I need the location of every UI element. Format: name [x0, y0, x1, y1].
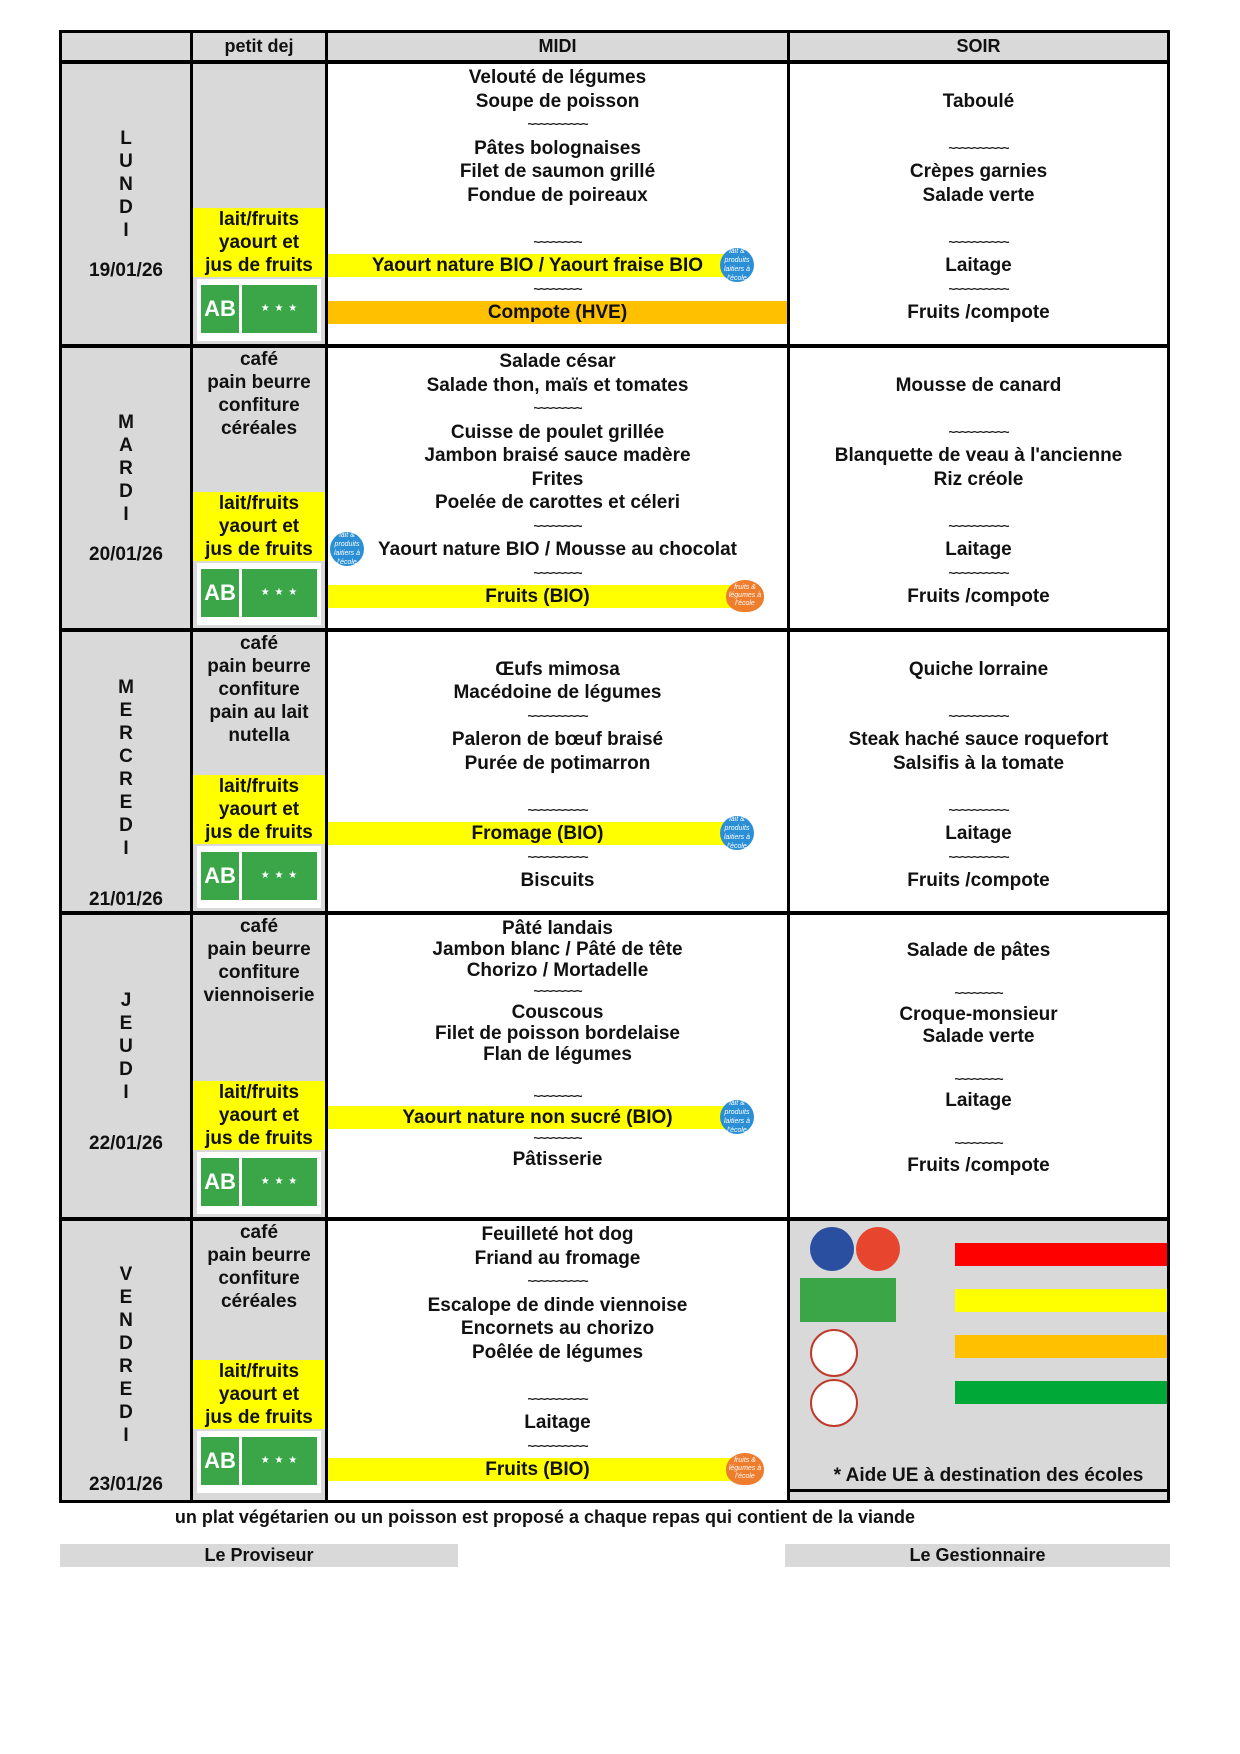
petit-dej-cell	[193, 348, 325, 628]
soir-cell	[790, 632, 1167, 911]
day-date: 22/01/26	[89, 1133, 163, 1154]
petit-dej-highlight-item: lait/fruits	[218, 493, 300, 514]
soir-item: Laitage	[945, 255, 1012, 276]
day-letter: L	[120, 127, 132, 149]
petit-dej-item: confiture	[218, 1268, 300, 1289]
day-letter: D	[119, 480, 133, 502]
soir-item: Salade verte	[922, 184, 1035, 206]
soir-item: Mousse de canard	[895, 374, 1062, 396]
soir-item	[790, 1111, 1167, 1134]
petit-dej-highlight	[193, 1081, 325, 1150]
petit-dej-cell	[193, 64, 325, 344]
vegetarian-note	[0, 1507, 1240, 1528]
midi-item: Salade césar	[499, 351, 616, 372]
day-label-cell	[62, 1221, 190, 1500]
soir-item: Blanquette de veau à l'ancienne	[834, 445, 1123, 466]
soir-cell	[790, 64, 1167, 344]
soir-item: ~~~~~~~~~~	[948, 849, 1009, 864]
petit-dej-cell	[193, 915, 325, 1217]
day-label-cell	[62, 915, 190, 1217]
organic-ab-logo	[197, 1152, 321, 1214]
midi-item: Compote (HVE)	[328, 301, 787, 324]
soir-item	[790, 350, 1167, 373]
day-label-cell	[62, 348, 190, 628]
midi-item: Feuilleté hot dog	[481, 1224, 634, 1245]
petit-dej-cell	[193, 1221, 325, 1500]
petit-dej-item: confiture	[218, 395, 300, 416]
soir-item: ~~~~~~~~~~	[948, 565, 1009, 580]
ab-icon: AB	[201, 1437, 239, 1485]
day-letter: D	[119, 1401, 133, 1423]
midi-item: Poêlée de légumes	[471, 1341, 644, 1363]
soir-item: ~~~~~~~~	[954, 985, 1003, 1000]
petit-dej-highlight-item: yaourt et	[218, 799, 300, 820]
day-letter: C	[119, 745, 133, 767]
day-letter: M	[118, 411, 134, 433]
hve-seal-icon	[810, 1329, 858, 1377]
petit-dej-item: viennoiserie	[203, 985, 315, 1006]
petit-dej-items	[193, 1221, 325, 1313]
midi-item: Yaourt nature BIO / Yaourt fraise BIO	[328, 254, 747, 277]
fruit-at-school-icon: fruits & légumes à l'école	[726, 580, 764, 612]
soir-item	[790, 491, 1167, 514]
midi-item: ~~~~~~~~	[533, 1089, 582, 1103]
day-letter: E	[119, 1012, 133, 1034]
day-letter: I	[123, 1081, 129, 1103]
organic-ab-logo	[197, 1431, 321, 1493]
soir-item: Croque-monsieur	[899, 1004, 1058, 1025]
day-letter: D	[119, 1332, 133, 1354]
soir-item: Fruits /compote	[907, 870, 1050, 891]
day-date: 20/01/26	[89, 544, 163, 565]
soir-item	[790, 1046, 1167, 1069]
soir-item	[790, 634, 1167, 657]
menu-table	[59, 30, 1170, 1503]
day-letter: I	[123, 837, 129, 859]
midi-item: ~~~~~~~~	[533, 984, 582, 998]
petit-dej-items	[193, 348, 325, 440]
soir-item: Fruits /compote	[907, 1154, 1050, 1176]
eu-leaf-icon: ★ ★ ★	[242, 1158, 317, 1206]
midi-item: ~~~~~~~~~~	[527, 1274, 588, 1288]
fruit-at-school-icon: fruits & légumes à l'école	[726, 1453, 764, 1485]
petit-dej-item: céréales	[220, 1291, 298, 1312]
soir-item: Steak haché sauce roquefort	[848, 729, 1109, 750]
petit-dej-items	[193, 915, 325, 1007]
midi-item: Soupe de poisson	[475, 90, 640, 112]
soir-item: ~~~~~~~~~~	[948, 708, 1009, 723]
day-letter: U	[119, 150, 133, 172]
petit-dej-item: confiture	[218, 679, 300, 700]
soir-item	[790, 960, 1167, 983]
day-letter: D	[119, 196, 133, 218]
midi-item: Fondue de poireaux	[467, 184, 648, 206]
ab-eurofeuille-icon	[800, 1278, 896, 1322]
petit-dej-item: pain beurre	[207, 1245, 311, 1266]
midi-item: Escalope de dinde viennoise	[427, 1294, 688, 1316]
petit-dej-items	[193, 632, 325, 747]
day-letter: J	[120, 989, 132, 1011]
eu-leaf-icon: ★ ★ ★	[242, 1437, 317, 1485]
soir-item	[790, 775, 1167, 798]
header-petit-dej: petit dej	[224, 36, 294, 56]
day-letter: I	[123, 219, 129, 241]
midi-item: Pâtes bolognaises	[474, 137, 641, 159]
midi-item: Filet de saumon grillé	[459, 161, 656, 182]
eu-leaf-icon: ★ ★ ★	[242, 569, 317, 617]
day-letter: D	[119, 814, 133, 836]
soir-item: ~~~~~~~~~~	[948, 802, 1009, 817]
midi-item: ~~~~~~~~	[533, 565, 582, 580]
soir-item: Fruits /compote	[907, 586, 1050, 607]
petit-dej-highlight-item: jus de fruits	[205, 1128, 313, 1149]
day-letters	[62, 1263, 190, 1447]
soir-item: Laitage	[945, 823, 1012, 844]
day-letter: E	[119, 1378, 133, 1400]
divider	[787, 33, 790, 1500]
soir-item	[790, 113, 1167, 136]
midi-cell	[328, 632, 787, 911]
midi-item: ~~~~~~~~	[533, 281, 582, 296]
day-date: 23/01/26	[89, 1474, 163, 1495]
soir-item: Laitage	[945, 539, 1012, 560]
header-soir: SOIR	[956, 36, 1001, 56]
midi-item: Laitage	[524, 1412, 591, 1433]
day-letter: R	[119, 1355, 133, 1377]
ab-icon: AB	[201, 285, 239, 333]
soir-item: Crèpes garnies	[909, 161, 1048, 182]
label-rouge-icon	[810, 1379, 858, 1427]
petit-dej-highlight	[193, 775, 325, 844]
day-letter: U	[119, 1035, 133, 1057]
day-letter: V	[119, 1263, 133, 1285]
midi-item: Cuisse de poulet grillée	[450, 421, 665, 443]
day-letter: I	[123, 503, 129, 525]
soir-item: Laitage	[945, 1090, 1012, 1111]
petit-dej-item: café	[239, 916, 279, 937]
midi-item: ~~~~~~~~~~	[527, 849, 588, 864]
petit-dej-highlight	[193, 1360, 325, 1429]
petit-dej-item: café	[239, 349, 279, 370]
midi-item: ~~~~~~~~	[533, 518, 582, 533]
vegetarian-note-text: un plat végétarien ou un poisson est proposé a chaque repas qui contient de la viande	[174, 1507, 916, 1527]
eu-leaf-icon: ★ ★ ★	[242, 852, 317, 900]
soir-item: ~~~~~~~~	[954, 1136, 1003, 1150]
signature-proviseur: Le Proviseur	[60, 1544, 458, 1567]
soir-item: ~~~~~~~~	[954, 1071, 1003, 1086]
day-date: 21/01/26	[89, 889, 163, 910]
day-letter: N	[119, 1309, 133, 1331]
soir-item: ~~~~~~~~~~	[948, 424, 1009, 439]
midi-item: Velouté de légumes	[468, 67, 647, 88]
day-letter: N	[119, 173, 133, 195]
midi-item: Macédoine de légumes	[453, 682, 662, 703]
soir-item: ~~~~~~~~~~	[948, 281, 1009, 296]
petit-dej-highlight-item: jus de fruits	[205, 539, 313, 560]
day-letter: R	[119, 457, 133, 479]
midi-item: Jambon braisé sauce madère	[424, 445, 691, 466]
midi-item: ~~~~~~~~~~	[527, 802, 588, 817]
midi-item: Encornets au chorizo	[460, 1318, 655, 1339]
midi-item: Œufs mimosa	[495, 658, 620, 680]
day-letter: A	[119, 434, 133, 456]
midi-item: ~~~~~~~~~~	[527, 708, 588, 723]
midi-item: ~~~~~~~~	[533, 401, 582, 415]
midi-item: Paleron de bœuf braisé	[451, 729, 664, 750]
day-letter: I	[123, 1424, 129, 1446]
petit-dej-item: café	[239, 1222, 279, 1243]
midi-item	[328, 1364, 787, 1387]
petit-dej-highlight-item: yaourt et	[218, 232, 300, 253]
midi-item: ~~~~~~~~~~	[527, 1391, 588, 1406]
soir-item	[790, 397, 1167, 420]
soir-item: ~~~~~~~~~~	[948, 234, 1009, 249]
soir-cell	[790, 348, 1167, 628]
petit-dej-item: café	[239, 633, 279, 654]
midi-item: ~~~~~~~~~~	[527, 1438, 588, 1453]
petit-dej-highlight-item: lait/fruits	[218, 776, 300, 797]
legend-color-bar	[955, 1381, 1167, 1404]
igp-aop-seal-icon	[810, 1227, 854, 1271]
ab-icon: AB	[201, 1158, 239, 1206]
petit-dej-item: pain beurre	[207, 372, 311, 393]
petit-dej-highlight-item: jus de fruits	[205, 255, 313, 276]
legend-color-bar	[955, 1335, 1167, 1358]
soir-item: Salsifis à la tomate	[892, 752, 1065, 774]
soir-item: Fruits /compote	[907, 302, 1050, 323]
midi-item	[328, 207, 787, 230]
midi-item: Pâté landais	[502, 918, 613, 939]
midi-item	[328, 775, 787, 798]
midi-item: Frites	[531, 468, 584, 490]
soir-item	[790, 207, 1167, 230]
day-letter: E	[119, 1286, 133, 1308]
day-letters	[62, 411, 190, 526]
petit-dej-highlight	[193, 208, 325, 277]
header-midi: MIDI	[538, 36, 577, 56]
day-letter: D	[119, 1058, 133, 1080]
soir-item: Salade de pâtes	[906, 939, 1051, 961]
midi-item: Filet de poisson bordelaise	[435, 1023, 680, 1044]
midi-item	[328, 1064, 787, 1087]
midi-cell	[328, 1221, 787, 1500]
organic-ab-logo	[197, 846, 321, 908]
petit-dej-item: nutella	[228, 725, 290, 746]
petit-dej-highlight-item: yaourt et	[218, 1105, 300, 1126]
soir-cell	[790, 915, 1167, 1217]
soir-item: Salade verte	[922, 1025, 1035, 1047]
midi-cell	[328, 64, 787, 344]
petit-dej-cell	[193, 632, 325, 911]
midi-item: Biscuits	[520, 870, 595, 891]
soir-item	[790, 681, 1167, 704]
petit-dej-item: pain au lait	[209, 702, 309, 723]
midi-item: Salade thon, maïs et tomates	[426, 374, 689, 396]
midi-item: Chorizo / Mortadelle	[466, 960, 649, 981]
day-letter: E	[119, 791, 133, 813]
day-letter: R	[119, 768, 133, 790]
midi-item: ~~~~~~~~	[533, 234, 582, 249]
petit-dej-highlight	[193, 492, 325, 561]
legend-separator	[790, 1489, 1167, 1492]
eu-leaf-icon: ★ ★ ★	[242, 285, 317, 333]
ab-icon: AB	[201, 852, 239, 900]
midi-item	[328, 634, 787, 657]
day-date: 19/01/26	[89, 260, 163, 281]
legend-color-bar	[955, 1289, 1167, 1312]
petit-dej-highlight-item: lait/fruits	[218, 209, 300, 230]
label-legend	[790, 1221, 1167, 1500]
header-day	[62, 33, 190, 60]
day-row	[62, 915, 1167, 1221]
midi-item: Pâtisserie	[512, 1149, 603, 1170]
day-letter: R	[119, 722, 133, 744]
midi-item: Friand au fromage	[474, 1247, 641, 1269]
petit-dej-highlight-item: yaourt et	[218, 1384, 300, 1405]
midi-item: Jambon blanc / Pâté de tête	[432, 939, 683, 960]
midi-item: Fruits (BIO)	[328, 585, 747, 608]
soir-item: ~~~~~~~~~~	[948, 140, 1009, 155]
day-row	[62, 1221, 1167, 1500]
milk-at-school-icon: lait & produits laitiers à l'école	[720, 816, 754, 850]
milk-at-school-icon: lait & produits laitiers à l'école	[720, 248, 754, 282]
table-header	[62, 33, 1167, 64]
midi-item: ~~~~~~~~	[533, 1131, 582, 1145]
day-row	[62, 348, 1167, 632]
petit-dej-highlight-item: yaourt et	[218, 516, 300, 537]
organic-ab-logo	[197, 563, 321, 625]
midi-item: Yaourt nature BIO / Mousse au chocolat	[378, 539, 737, 560]
petit-dej-highlight-item: jus de fruits	[205, 1407, 313, 1428]
soir-item	[790, 66, 1167, 89]
petit-dej-item: pain beurre	[207, 656, 311, 677]
eu-aid-note: * Aide UE à destination des écoles	[833, 1465, 1144, 1486]
signature-gestionnaire: Le Gestionnaire	[785, 1544, 1170, 1567]
soir-item: Quiche lorraine	[908, 658, 1049, 680]
petit-dej-item: confiture	[218, 962, 300, 983]
soir-item: Riz créole	[933, 468, 1024, 490]
day-label-cell	[62, 632, 190, 911]
midi-item: ~~~~~~~~~~	[527, 117, 588, 131]
divider	[190, 33, 193, 1500]
soir-item: ~~~~~~~~~~	[948, 518, 1009, 533]
organic-ab-logo	[197, 279, 321, 341]
midi-item: Fromage (BIO)	[328, 822, 747, 845]
midi-item: Fruits (BIO)	[328, 1458, 747, 1481]
ab-icon: AB	[201, 569, 239, 617]
day-letter: M	[118, 676, 134, 698]
soir-item: Taboulé	[942, 90, 1015, 112]
petit-dej-item: pain beurre	[207, 939, 311, 960]
milk-at-school-icon: lait & produits laitiers à l'école	[720, 1100, 754, 1134]
midi-item: Flan de légumes	[483, 1044, 632, 1065]
day-letters	[62, 127, 190, 242]
midi-item: Purée de potimarron	[464, 752, 651, 774]
milk-at-school-icon: lait & produits laitiers à l'école	[330, 532, 364, 566]
day-row	[62, 64, 1167, 348]
day-letter: E	[119, 699, 133, 721]
petit-dej-highlight-item: jus de fruits	[205, 822, 313, 843]
soir-item	[790, 917, 1167, 940]
midi-item: Yaourt nature non sucré (BIO)	[328, 1106, 747, 1129]
legend-color-bar	[955, 1243, 1167, 1266]
day-label-cell	[62, 64, 190, 344]
petit-dej-highlight-item: lait/fruits	[218, 1082, 300, 1103]
midi-cell	[328, 915, 787, 1217]
day-letters	[62, 676, 190, 860]
midi-cell	[328, 348, 787, 628]
midi-item: Poelée de carottes et céleri	[434, 492, 680, 513]
petit-dej-item: céréales	[220, 418, 298, 439]
midi-item: Couscous	[511, 1002, 604, 1023]
day-letters	[62, 989, 190, 1104]
day-row	[62, 632, 1167, 915]
divider	[325, 33, 328, 1500]
petit-dej-highlight-item: lait/fruits	[218, 1361, 300, 1382]
